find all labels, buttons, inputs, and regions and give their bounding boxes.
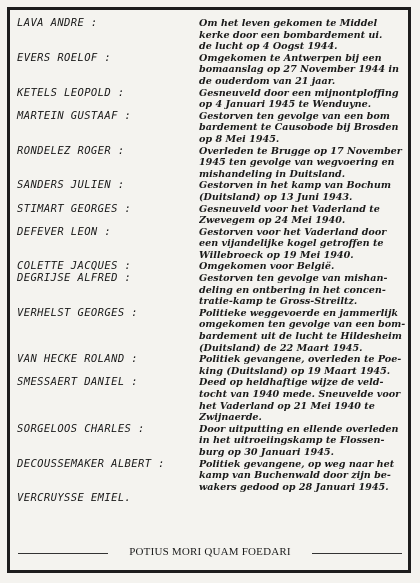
victim-name: DEFEVER LEON :: [17, 225, 112, 238]
description-line: bardement uit de lucht te Hildesheim: [199, 331, 402, 343]
victim-name: KETELS LEOPOLD :: [17, 86, 125, 99]
description-line: tocht van 1940 mede. Sneuvelde voor: [199, 389, 401, 400]
description-line: wakers gedood op 28 Januari 1945.: [199, 481, 389, 493]
victim-description: [199, 308, 409, 354]
description-line: tratie-kamp te Gross-Streiltz.: [199, 296, 358, 308]
description-line: Zwijnaerde.: [199, 412, 262, 424]
victim-description: [199, 204, 409, 227]
victim-description: [199, 354, 409, 377]
victim-entry: [17, 308, 409, 354]
description-line: kamp van Buchenwald door zijn be-: [199, 470, 391, 482]
victim-entry: [17, 459, 409, 494]
description-line: Gestorven in het kamp van Bochum: [199, 180, 392, 192]
victim-name: MARTEIN GUSTAAF :: [17, 109, 132, 122]
description-line: king (Duitsland) op 19 Maart 1945.: [199, 365, 391, 377]
description-line: Willebroeck op 19 Mei 1940.: [199, 249, 354, 261]
victim-name: STIMART GEORGES :: [17, 202, 132, 215]
victim-entry: [17, 493, 409, 505]
description-line: (Duitsland) de 22 Maart 1945.: [199, 342, 363, 354]
description-line: Omgekomen voor België.: [199, 261, 335, 273]
victim-name: SMESSAERT DANIEL :: [17, 376, 138, 389]
description-line: burg op 30 Januari 1945.: [199, 446, 334, 458]
victim-entry: [17, 88, 409, 111]
victim-description: [199, 273, 409, 308]
description-line: Politieke weggevoerde en jammerlijk: [199, 307, 399, 319]
victim-description: [199, 377, 409, 423]
description-line: op 8 Mei 1945.: [199, 133, 280, 145]
victim-entry: [17, 204, 409, 227]
victim-description: [199, 180, 409, 203]
victim-name: DEGRIJSE ALFRED :: [17, 272, 132, 285]
description-line: Gesneuveld door een mijnontploffing: [199, 87, 399, 99]
victim-name: DECOUSSEMAKER ALBERT :: [17, 457, 165, 470]
description-line: 1945 ten gevolge van wegvoering en: [199, 157, 395, 169]
victim-description: [199, 88, 409, 111]
victim-name: VERCRUYSSE EMIEL.: [17, 492, 132, 505]
description-line: mishandeling in Duitsland.: [199, 168, 346, 180]
victim-description: [199, 146, 409, 181]
description-line: het Vaderland op 21 Mei 1940 te: [199, 400, 375, 412]
victim-description: [199, 424, 409, 459]
victim-description: [199, 227, 409, 262]
victim-entry: [17, 53, 409, 88]
motto-rule-right: [312, 553, 402, 554]
victim-name: VERHELST GEORGES :: [17, 306, 138, 319]
victim-entry: [17, 146, 409, 181]
victim-entry: [17, 424, 409, 459]
description-line: in het uitroeiingskamp te Flossen-: [199, 435, 385, 447]
victim-name: EVERS ROELOF :: [17, 51, 112, 64]
description-line: bomaanslag op 27 November 1944 in: [199, 64, 399, 76]
description-line: Omgekomen te Antwerpen bij een: [199, 52, 382, 64]
description-line: Om het leven gekomen te Middel: [199, 18, 378, 29]
description-line: Zwevegem op 24 Mei 1940.: [199, 215, 346, 227]
description-line: omgekomen ten gevolge van een bom-: [199, 319, 406, 331]
victim-description: [199, 261, 409, 273]
victim-description: [199, 53, 409, 88]
description-line: Politiek gevangene, overleden te Poe-: [199, 354, 402, 366]
victim-name: SORGELOOS CHARLES :: [17, 422, 145, 435]
victim-entry: [17, 180, 409, 203]
description-line: (Duitsland) op 13 Juni 1943.: [199, 191, 353, 203]
description-line: Overleden te Brugge op 17 November: [199, 145, 402, 157]
description-line: deling en ontbering in het concen-: [199, 284, 386, 296]
victim-name: LAVA ANDRE :: [17, 17, 98, 29]
victims-list: [17, 18, 409, 505]
victim-name: COLETTE JACQUES :: [17, 260, 132, 273]
description-line: Gestorven voor het Vaderland door: [199, 226, 387, 238]
victim-description: [199, 111, 409, 146]
victim-description: [199, 459, 409, 494]
description-line: op 4 Januari 1945 te Wenduyne.: [199, 99, 372, 111]
description-line: kerke door een bombardement ui.: [199, 29, 383, 41]
description-line: Politiek gevangene, op weg naar het: [199, 458, 395, 470]
description-line: Gestorven ten gevolge van een bom: [199, 110, 390, 122]
victim-name: RONDELEZ ROGER :: [17, 144, 125, 157]
victim-entry: [17, 354, 409, 377]
victim-entry: [17, 111, 409, 146]
motto: POTIUS MORI QUAM FOEDARI: [129, 546, 291, 558]
description-line: Door uitputting en ellende overleden: [199, 423, 399, 435]
victim-entry: [17, 18, 409, 53]
description-line: de ouderdom van 21 jaar.: [199, 75, 336, 87]
description-line: Deed op heldhaftige wijze de veld-: [199, 377, 384, 389]
victim-entry: [17, 227, 409, 262]
description-line: de lucht op 4 Oogst 1944.: [199, 41, 338, 53]
description-line: Gestorven ten gevolge van mishan-: [199, 273, 388, 285]
victim-entry: [17, 273, 409, 308]
description-line: bardement te Causobode bij Brosden: [199, 122, 399, 134]
victim-name: SANDERS JULIEN :: [17, 179, 125, 192]
victim-description: [199, 18, 409, 53]
description-line: Gesneuveld voor het Vaderland te: [199, 203, 380, 215]
victim-name: VAN HECKE ROLAND :: [17, 353, 138, 366]
description-line: een vijandelijke kogel getroffen te: [199, 238, 384, 250]
victim-entry: [17, 377, 409, 423]
